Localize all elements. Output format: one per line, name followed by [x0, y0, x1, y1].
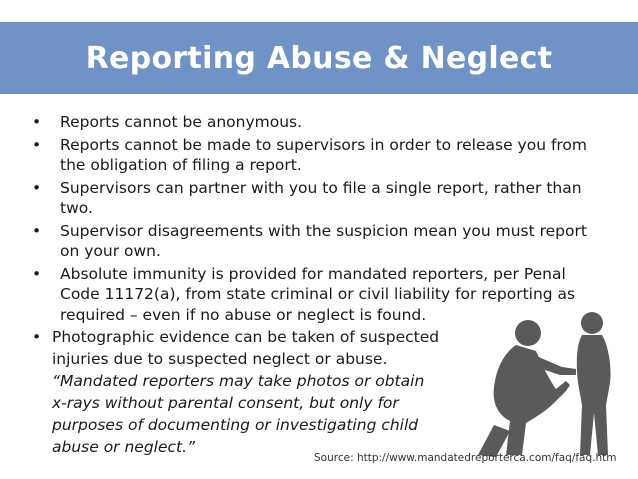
- child-body: [577, 335, 611, 455]
- bullet-dot-icon: •: [32, 328, 42, 346]
- adult-head: [515, 320, 541, 346]
- bullet-dot-icon: •: [32, 264, 42, 283]
- slide-title: Reporting Abuse & Neglect: [85, 40, 553, 76]
- bullet-text: Supervisors can partner with you to file a single report, rather than two.: [60, 178, 582, 217]
- photo-line-1: Photographic evidence can be taken of suspected: [52, 328, 440, 346]
- bullet-dot-icon: •: [32, 135, 42, 154]
- photo-bullet: [30, 326, 470, 348]
- adult-child-silhouette-icon: [470, 305, 630, 465]
- bullet-text: Absolute immunity is provided for mandated reporters, per Penal Code 11172(a), from state criminal or civil liability for reporting as required – even if no abuse or neglect is found.: [60, 264, 576, 324]
- bullet-item: [30, 221, 610, 262]
- bullet-item: [30, 135, 610, 176]
- title-bar: [0, 22, 638, 94]
- bullet-text: Reports cannot be anonymous.: [60, 113, 303, 131]
- bullet-dot-icon: •: [32, 178, 42, 197]
- quote-line-1: “Mandated reporters may take photos or obtain: [52, 372, 425, 390]
- bullet-dot-icon: •: [32, 221, 42, 240]
- quote-line-2: x-rays without parental consent, but only for: [52, 394, 399, 412]
- bullet-list: [30, 112, 610, 327]
- quote-line-4: abuse or neglect.”: [52, 438, 196, 456]
- bullet-text: Reports cannot be made to supervisors in order to release you from the obligation of filing a report.: [60, 135, 588, 174]
- quote-line-3: purposes of documenting or investigating child: [52, 416, 419, 434]
- photo-evidence-block: [30, 326, 470, 458]
- photo-line-2: injuries due to suspected neglect or abuse.: [52, 350, 388, 368]
- bullet-dot-icon: •: [32, 113, 42, 131]
- child-head: [581, 312, 603, 334]
- bullet-item: [30, 112, 610, 133]
- source-citation: Source: http://www.mandatedreporterca.com/faq/faq.htm: [314, 452, 617, 464]
- bullet-item: [30, 178, 610, 219]
- bullet-text: Supervisor disagreements with the suspicion mean you must report on your own.: [60, 221, 587, 260]
